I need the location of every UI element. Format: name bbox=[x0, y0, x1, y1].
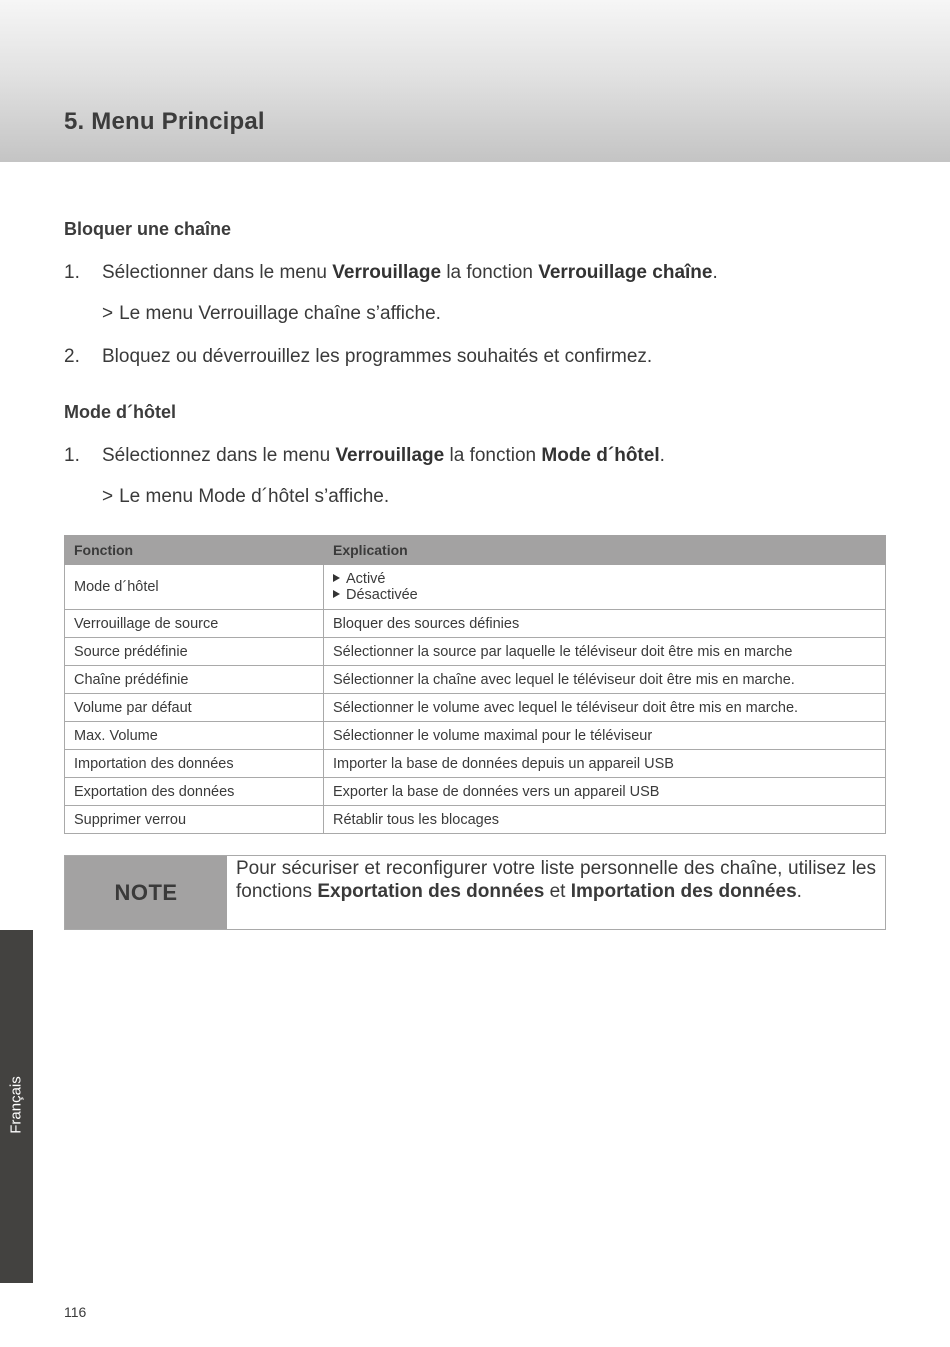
explanation-cell: Importer la base de données depuis un appareil USB bbox=[324, 750, 886, 778]
note-box bbox=[64, 855, 886, 930]
function-cell: Max. Volume bbox=[65, 722, 324, 750]
menu-name: Verrouillage bbox=[332, 262, 442, 283]
column-header-fonction: Fonction bbox=[65, 536, 324, 565]
function-name: Mode d´hôtel bbox=[541, 445, 660, 466]
result-text: Le menu Verrouillage chaîne s’affiche. bbox=[119, 303, 441, 324]
result-1-hotel bbox=[102, 486, 389, 508]
table-row bbox=[65, 806, 886, 834]
function-cell: Source prédéfinie bbox=[65, 638, 324, 666]
chapter-title: 5. Menu Principal bbox=[64, 108, 265, 135]
table-row bbox=[65, 750, 886, 778]
step-text: Sélectionnez dans le menu Verrouillage la fonction Mode d´hôtel. bbox=[102, 445, 665, 466]
function-name: Verrouillage chaîne bbox=[538, 262, 713, 283]
function-cell: Importation des données bbox=[65, 750, 324, 778]
triangle-right-icon bbox=[333, 574, 340, 582]
column-header-explication: Explication bbox=[324, 536, 886, 565]
explanation-cell: Exporter la base de données vers un appareil USB bbox=[324, 778, 886, 806]
explanation-cell: Sélectionner la chaîne avec lequel le téléviseur doit être mis en marche. bbox=[324, 666, 886, 694]
option-active: Activé bbox=[333, 571, 876, 587]
explanation-cell: Sélectionner le volume maximal pour le téléviseur bbox=[324, 722, 886, 750]
note-import-term: Importation des données bbox=[570, 880, 797, 902]
function-table bbox=[64, 535, 886, 834]
explanation-cell: Sélectionner la source par laquelle le téléviseur doit être mis en marche bbox=[324, 638, 886, 666]
section-heading-bloquer: Bloquer une chaîne bbox=[64, 219, 232, 239]
table-row bbox=[65, 694, 886, 722]
table-row bbox=[65, 638, 886, 666]
page-number: 116 bbox=[64, 1304, 87, 1320]
table-header-row bbox=[65, 536, 886, 565]
explanation-cell: Sélectionner le volume avec lequel le téléviseur doit être mis en marche. bbox=[324, 694, 886, 722]
explanation-cell: Rétablir tous les blocages bbox=[324, 806, 886, 834]
table-row bbox=[65, 610, 886, 638]
table-row bbox=[65, 666, 886, 694]
table-row bbox=[65, 722, 886, 750]
table-row bbox=[65, 778, 886, 806]
note-export-term: Exportation des données bbox=[317, 880, 545, 902]
result-1-bloquer bbox=[102, 303, 441, 325]
result-text: Le menu Mode d´hôtel s’affiche. bbox=[119, 486, 390, 507]
table-row bbox=[65, 565, 886, 610]
function-cell: Exportation des données bbox=[65, 778, 324, 806]
step-text: Bloquez ou déverrouillez les programmes souhaités et confirmez. bbox=[102, 346, 653, 367]
triangle-right-icon bbox=[333, 590, 340, 598]
menu-name: Verrouillage bbox=[335, 445, 445, 466]
option-inactive: Désactivée bbox=[333, 587, 876, 603]
note-text: Pour sécuriser et reconfigurer votre liste personnelle des chaîne, utilisez les fonctions Exportation des données et Importation des données. bbox=[236, 858, 876, 902]
function-cell: Chaîne prédéfinie bbox=[65, 666, 324, 694]
function-cell: Mode d´hôtel bbox=[65, 565, 324, 610]
step-number: 1. bbox=[64, 262, 80, 283]
explanation-cell bbox=[324, 565, 886, 610]
step-text: Sélectionner dans le menu Verrouillage la fonction Verrouillage chaîne. bbox=[102, 262, 718, 283]
step-number: 2. bbox=[64, 346, 80, 367]
note-label: NOTE bbox=[65, 856, 227, 929]
function-cell: Supprimer verrou bbox=[65, 806, 324, 834]
function-cell: Volume par défaut bbox=[65, 694, 324, 722]
step-number: 1. bbox=[64, 445, 80, 466]
header-band bbox=[0, 0, 950, 162]
function-cell: Verrouillage de source bbox=[65, 610, 324, 638]
result-arrow: > bbox=[102, 303, 114, 324]
language-tab-label: Français bbox=[7, 1076, 25, 1134]
result-arrow: > bbox=[102, 486, 114, 507]
explanation-cell: Bloquer des sources définies bbox=[324, 610, 886, 638]
section-heading-hotel: Mode d´hôtel bbox=[64, 402, 176, 422]
